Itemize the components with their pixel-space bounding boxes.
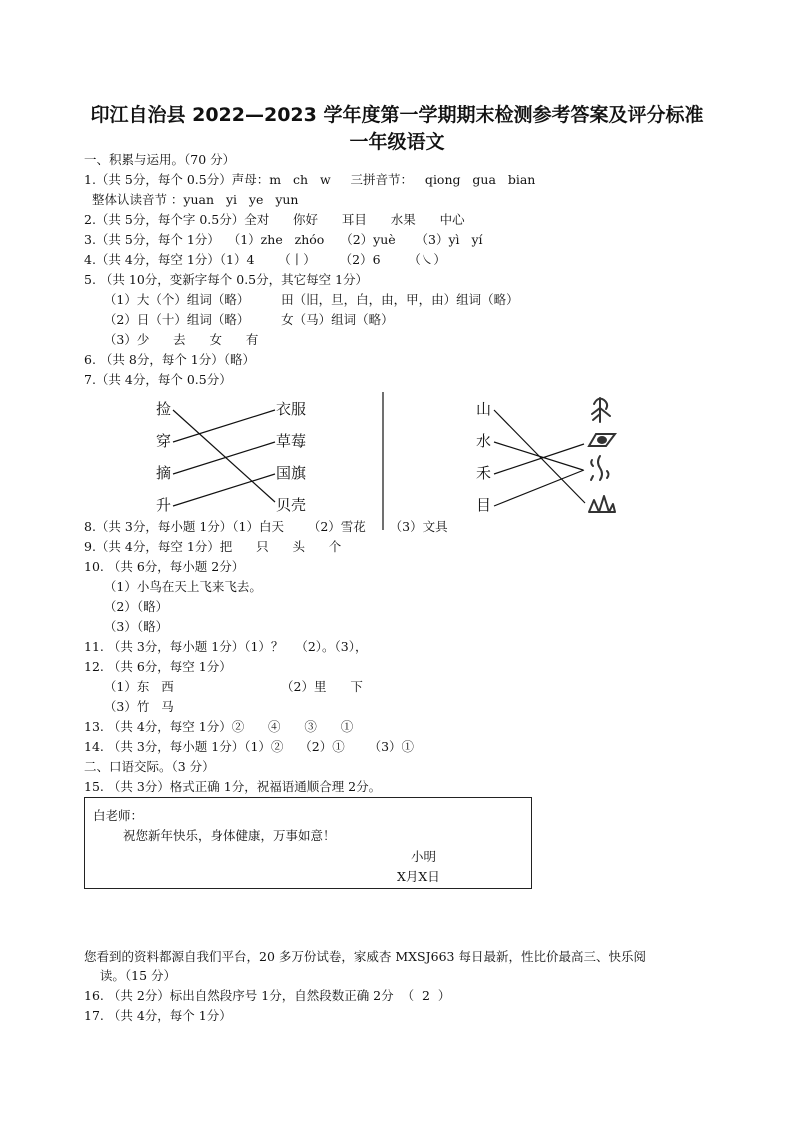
document-subtitle: 一年级语文: [349, 131, 445, 153]
match-line-3: [173, 442, 275, 474]
answer-line-14: 14. （共 3分，每小题 1分）（1）② （2）① （3）①: [84, 739, 415, 754]
match-line-1: [173, 410, 275, 502]
answer-line-12-1: （1）东 西 （2）里 下: [84, 679, 363, 694]
answer-line-10: 10. （共 6分，每小题 2分）: [84, 559, 245, 574]
answer-line-3: 3.（共 5分，每个 1分） （1）zhe zhóo （2）yuè （3）yì yí: [84, 232, 483, 247]
answer-line-5: 5. （共 10分，变新字每个 0.5分，其它每空 1分）: [84, 272, 369, 287]
notice-line: 您看到的资料都源自我们平台，20 多万份试卷，家威杏 MXSJ663 每日最新，性比价最高三、快乐阅: [84, 949, 646, 964]
answer-line-1: 1.（共 5分，每个 0.5分）声母：m ch w 三拼音节： qiong gua bian: [84, 172, 536, 187]
match-right-word-2: 水: [476, 432, 492, 450]
eye-pictograph-icon: [589, 434, 615, 446]
answer-line-5-2: （2）日（十）组词（略） 女（马）组词（略）: [84, 312, 394, 327]
answer-line-2: 2.（共 5分，每个字 0.5分）全对 你好 耳目 水果 中心: [84, 212, 465, 227]
match-left-word-2: 穿: [156, 432, 172, 450]
letter-date: X月X日: [397, 869, 440, 884]
answer-line-9: 9.（共 4分，每空 1分）把 只 头 个: [84, 539, 342, 554]
answer-line-13: 13. （共 4分，每空 1分）② ④ ③ ①: [84, 719, 354, 734]
match-right-word-4: 目: [476, 496, 492, 514]
match-left-word-1: 捡: [156, 400, 172, 418]
match-mid-word-3: 国旗: [276, 464, 307, 482]
match-right-word-3: 禾: [476, 464, 492, 482]
match-line-7: [494, 444, 584, 474]
match-left-word-3: 摘: [156, 464, 172, 482]
letter-signature: 小明: [411, 849, 437, 864]
answer-line-5-3: （3）少 去 女 有: [84, 332, 259, 347]
answer-line-12-2: （3）竹 马: [84, 699, 174, 714]
answer-line-10-2: （2）（略）: [84, 599, 169, 614]
match-line-2: [173, 410, 275, 442]
document-title: 印江自治县 2022—2023 学年度第一学期期末检测参考答案及评分标准: [90, 104, 704, 126]
section-heading-3: 读。（15 分）: [84, 968, 177, 983]
mountain-pictograph-icon: [589, 496, 615, 512]
match-line-6: [494, 442, 583, 470]
answer-line-12: 12. （共 6分，每空 1分）: [84, 659, 232, 674]
answer-line-10-3: （3）（略）: [84, 619, 169, 634]
match-line-4: [173, 474, 275, 506]
answer-line-8: 8.（共 3分，每小题 1分）（1）白天 （2）雪花 （3）文具: [84, 519, 448, 534]
answer-line-1b: 整体认读音节 ：yuan yi ye yun: [84, 192, 299, 207]
answer-line-15: 15. （共 3分）格式正确 1分，祝福语通顺合理 2分。: [84, 779, 382, 794]
answer-line-7: 7.（共 4分，每个 0.5分）: [84, 372, 232, 387]
section-heading-2: 二、口语交际。（3 分）: [84, 759, 215, 774]
letter-box: [84, 797, 532, 889]
match-mid-word-2: 草莓: [276, 432, 307, 450]
letter-body: 祝您新年快乐，身体健康，万事如意！: [123, 828, 336, 843]
letter-greeting: 白老师：: [93, 808, 144, 823]
answer-line-17: 17. （共 4分，每个 1分）: [84, 1008, 232, 1023]
answer-line-5-1: （1）大（个）组词（略） 田（旧，旦，白，由，甲，由）组词（略）: [84, 292, 519, 307]
match-right-word-1: 山: [476, 400, 492, 418]
match-left-word-4: 升: [156, 496, 172, 514]
answer-line-16: 16. （共 2分）标出自然段序号 1分，自然段数正确 2分 （ 2 ）: [84, 988, 451, 1003]
match-mid-word-4: 贝壳: [276, 496, 307, 514]
water-pictograph-icon: [591, 456, 609, 480]
answer-line-6: 6. （共 8分，每个 1分）（略）: [84, 352, 256, 367]
match-mid-word-1: 衣服: [276, 400, 307, 418]
answer-line-11: 11. （共 3分，每小题 1分）（1）？ （2）。（3），: [84, 639, 368, 654]
grain-pictograph-icon: [592, 398, 610, 422]
answer-line-10-1: （1）小鸟在天上飞来飞去。: [84, 579, 262, 594]
section-heading-1: 一、积累与运用。（70 分）: [84, 152, 236, 167]
answer-line-4: 4.（共 4分，每空 1分）（1）4 （丨） （2）6 （㇏）: [84, 252, 446, 267]
